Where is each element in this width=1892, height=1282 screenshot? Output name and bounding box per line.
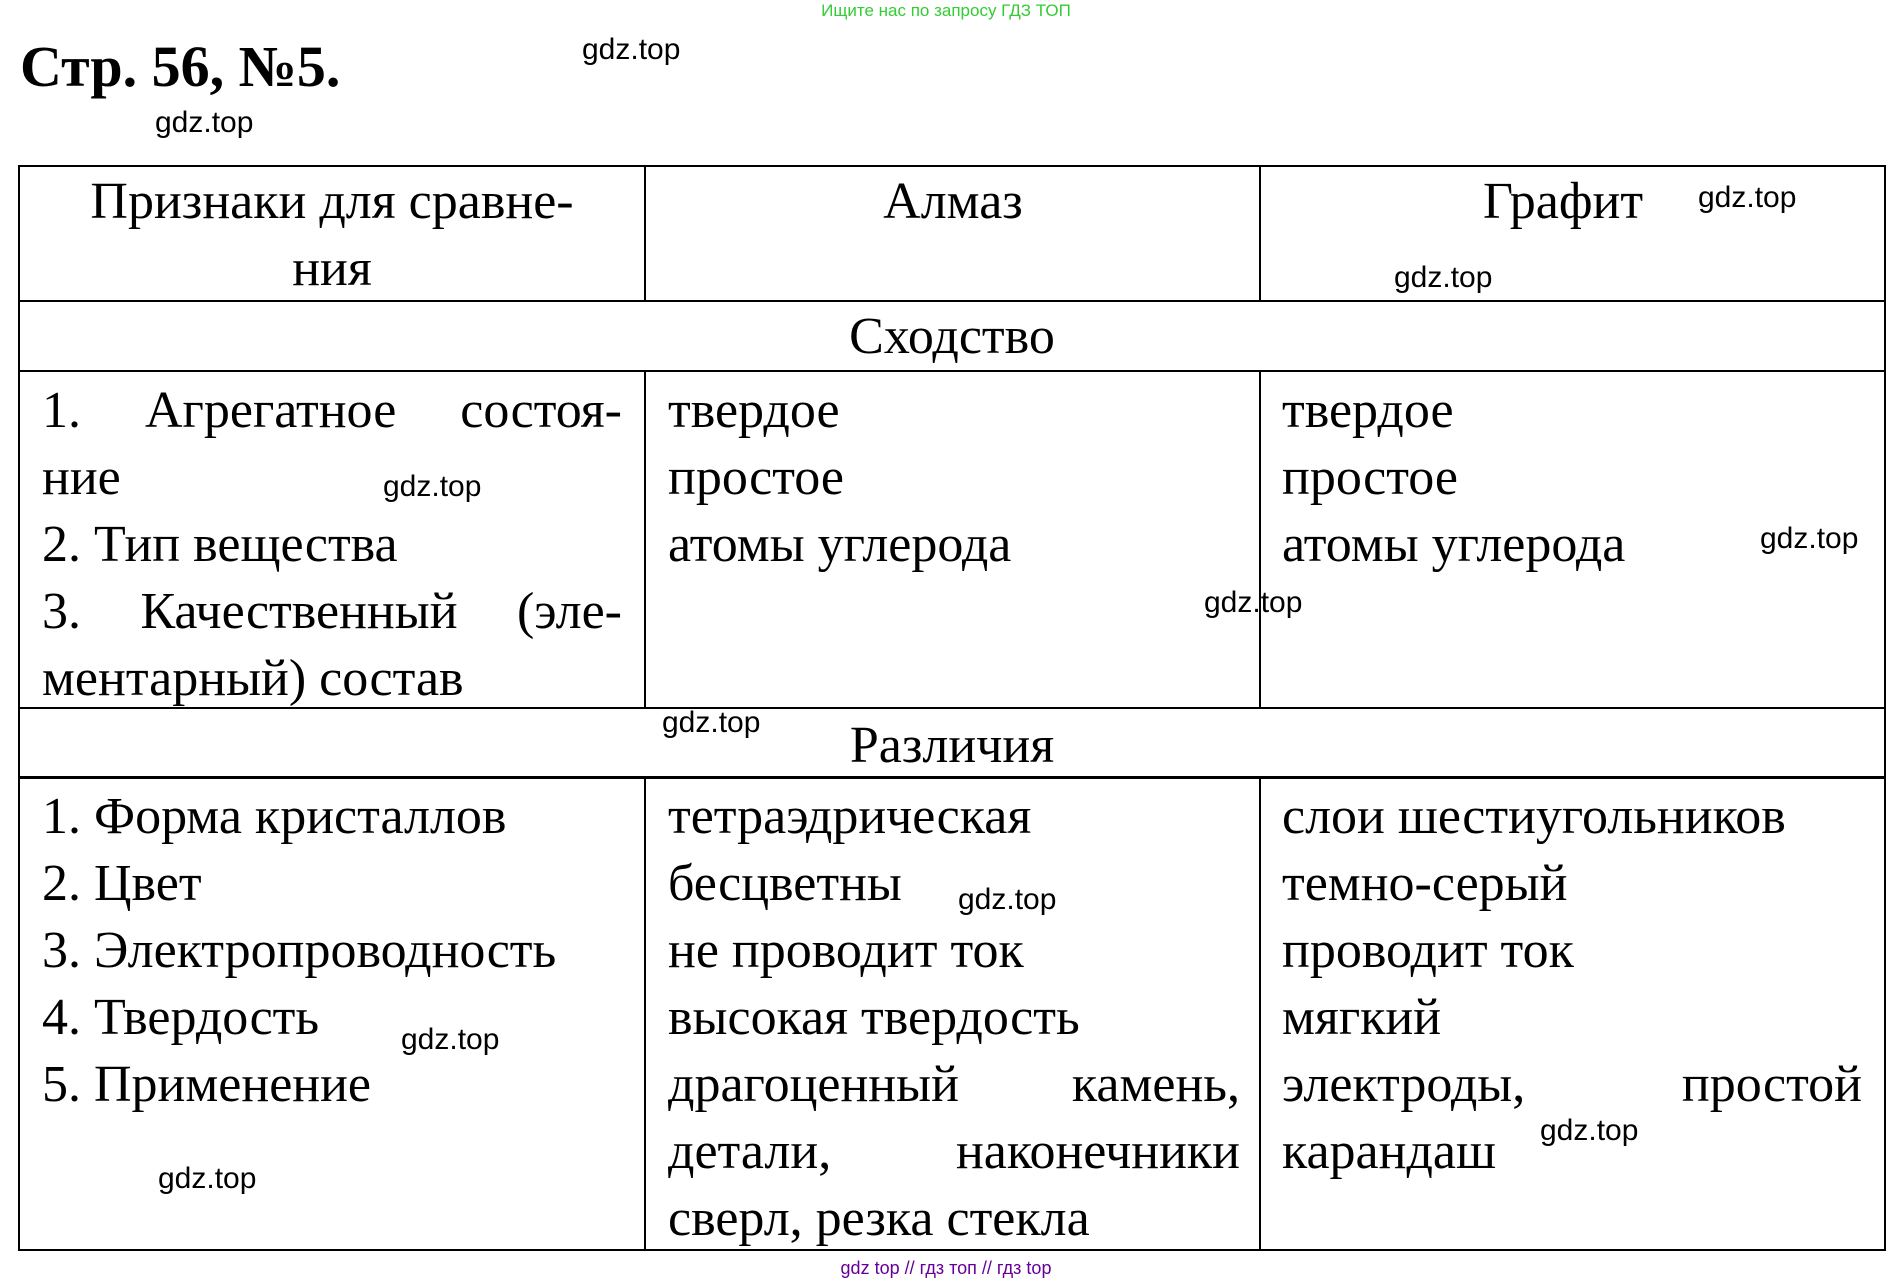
differences-graphite-line: карандаш	[1282, 1123, 1497, 1180]
header-criteria	[40, 168, 624, 302]
differences-graphite-line: электроды, простой	[1282, 1056, 1862, 1113]
similarity-diamond-line: твердое	[668, 382, 840, 439]
differences-criteria-line: 2. Цвет	[42, 855, 202, 912]
col-divider-2-similarity	[1259, 370, 1261, 709]
col-divider-1-header	[644, 165, 646, 302]
differences-graphite-line: проводит ток	[1282, 922, 1574, 979]
similarity-diamond	[668, 377, 1248, 578]
watermark-text: gdz.top	[958, 883, 1057, 916]
watermark-text: gdz.top	[662, 706, 761, 739]
differences-diamond-line: детали, наконечники	[668, 1123, 1240, 1180]
similarity-criteria-line: 2. Тип вещества	[42, 516, 398, 573]
watermark-text: gdz.top	[1394, 261, 1493, 294]
table-divider-similarity	[18, 370, 1886, 372]
similarity-criteria	[42, 377, 622, 712]
header-criteria-line-1: Признаки для сравне-	[90, 173, 574, 230]
differences-diamond-line: тетраэдрическая	[668, 788, 1032, 845]
header-graphite	[1483, 168, 1683, 235]
col-divider-2-header	[1259, 165, 1261, 302]
watermark-text: gdz.top	[1760, 522, 1859, 555]
similarity-criteria-line: ние	[42, 449, 121, 506]
watermark-text: gdz.top	[582, 33, 681, 66]
differences-criteria	[42, 783, 642, 1118]
differences-criteria-line: 5. Применение	[42, 1056, 372, 1113]
header-graphite-text: Графит	[1483, 173, 1644, 230]
similarity-graphite-line: твердое	[1282, 382, 1454, 439]
differences-graphite-line: мягкий	[1282, 989, 1442, 1046]
differences-graphite-line: слои шестиугольников	[1282, 788, 1786, 845]
page-heading: Стр. 56, №5.	[20, 34, 341, 99]
similarity-criteria-line: ментарный) состав	[42, 650, 464, 707]
col-divider-1-differences	[644, 776, 646, 1251]
header-criteria-line-2: ния	[292, 240, 372, 297]
differences-criteria-line: 3. Электропроводность	[42, 922, 557, 979]
section-title-similarity	[20, 303, 1884, 370]
watermark-text: gdz.top	[158, 1162, 257, 1195]
watermark-text: gdz.top	[1698, 181, 1797, 214]
watermark-text: gdz.top	[1204, 586, 1303, 619]
differences-graphite-line: темно-серый	[1282, 855, 1568, 912]
similarity-title-text: Сходство	[849, 308, 1055, 365]
top-banner: Ищите нас по запросу ГДЗ ТОП	[821, 1, 1071, 20]
table-border-top	[18, 165, 1886, 167]
differences-criteria-line: 4. Твердость	[42, 989, 320, 1046]
differences-diamond-line: не проводит ток	[668, 922, 1024, 979]
watermark-text: gdz.top	[401, 1023, 500, 1056]
differences-criteria-line: 1. Форма кристаллов	[42, 788, 507, 845]
header-diamond-text: Алмаз	[883, 173, 1023, 230]
similarity-graphite	[1282, 377, 1842, 578]
differences-diamond	[668, 783, 1240, 1252]
differences-diamond-line: бесцветны	[668, 855, 902, 912]
differences-diamond-line: высокая твердость	[668, 989, 1080, 1046]
col-divider-1-similarity	[644, 370, 646, 709]
differences-diamond-line: драгоценный камень,	[668, 1056, 1240, 1113]
differences-title-text: Различия	[849, 717, 1055, 774]
similarity-graphite-line: атомы углерода	[1282, 516, 1626, 573]
header-diamond	[648, 168, 1258, 235]
watermark-text: gdz.top	[1540, 1114, 1639, 1147]
watermark-text: gdz.top	[155, 106, 254, 139]
similarity-criteria-line: 3. Качественный (эле-	[42, 583, 622, 640]
col-divider-2-differences	[1259, 776, 1261, 1251]
differences-diamond-line: сверл, резка стекла	[668, 1190, 1090, 1247]
similarity-graphite-line: простое	[1282, 449, 1458, 506]
similarity-diamond-line: атомы углерода	[668, 516, 1012, 573]
table-border-right	[1884, 165, 1886, 1251]
similarity-criteria-line: 1. Агрегатное состоя-	[42, 382, 622, 439]
section-title-differences	[20, 712, 1884, 779]
watermark-text: gdz.top	[383, 470, 482, 503]
footer-links: gdz top // гдз топ // гдз top	[840, 1258, 1052, 1278]
similarity-diamond-line: простое	[668, 449, 844, 506]
